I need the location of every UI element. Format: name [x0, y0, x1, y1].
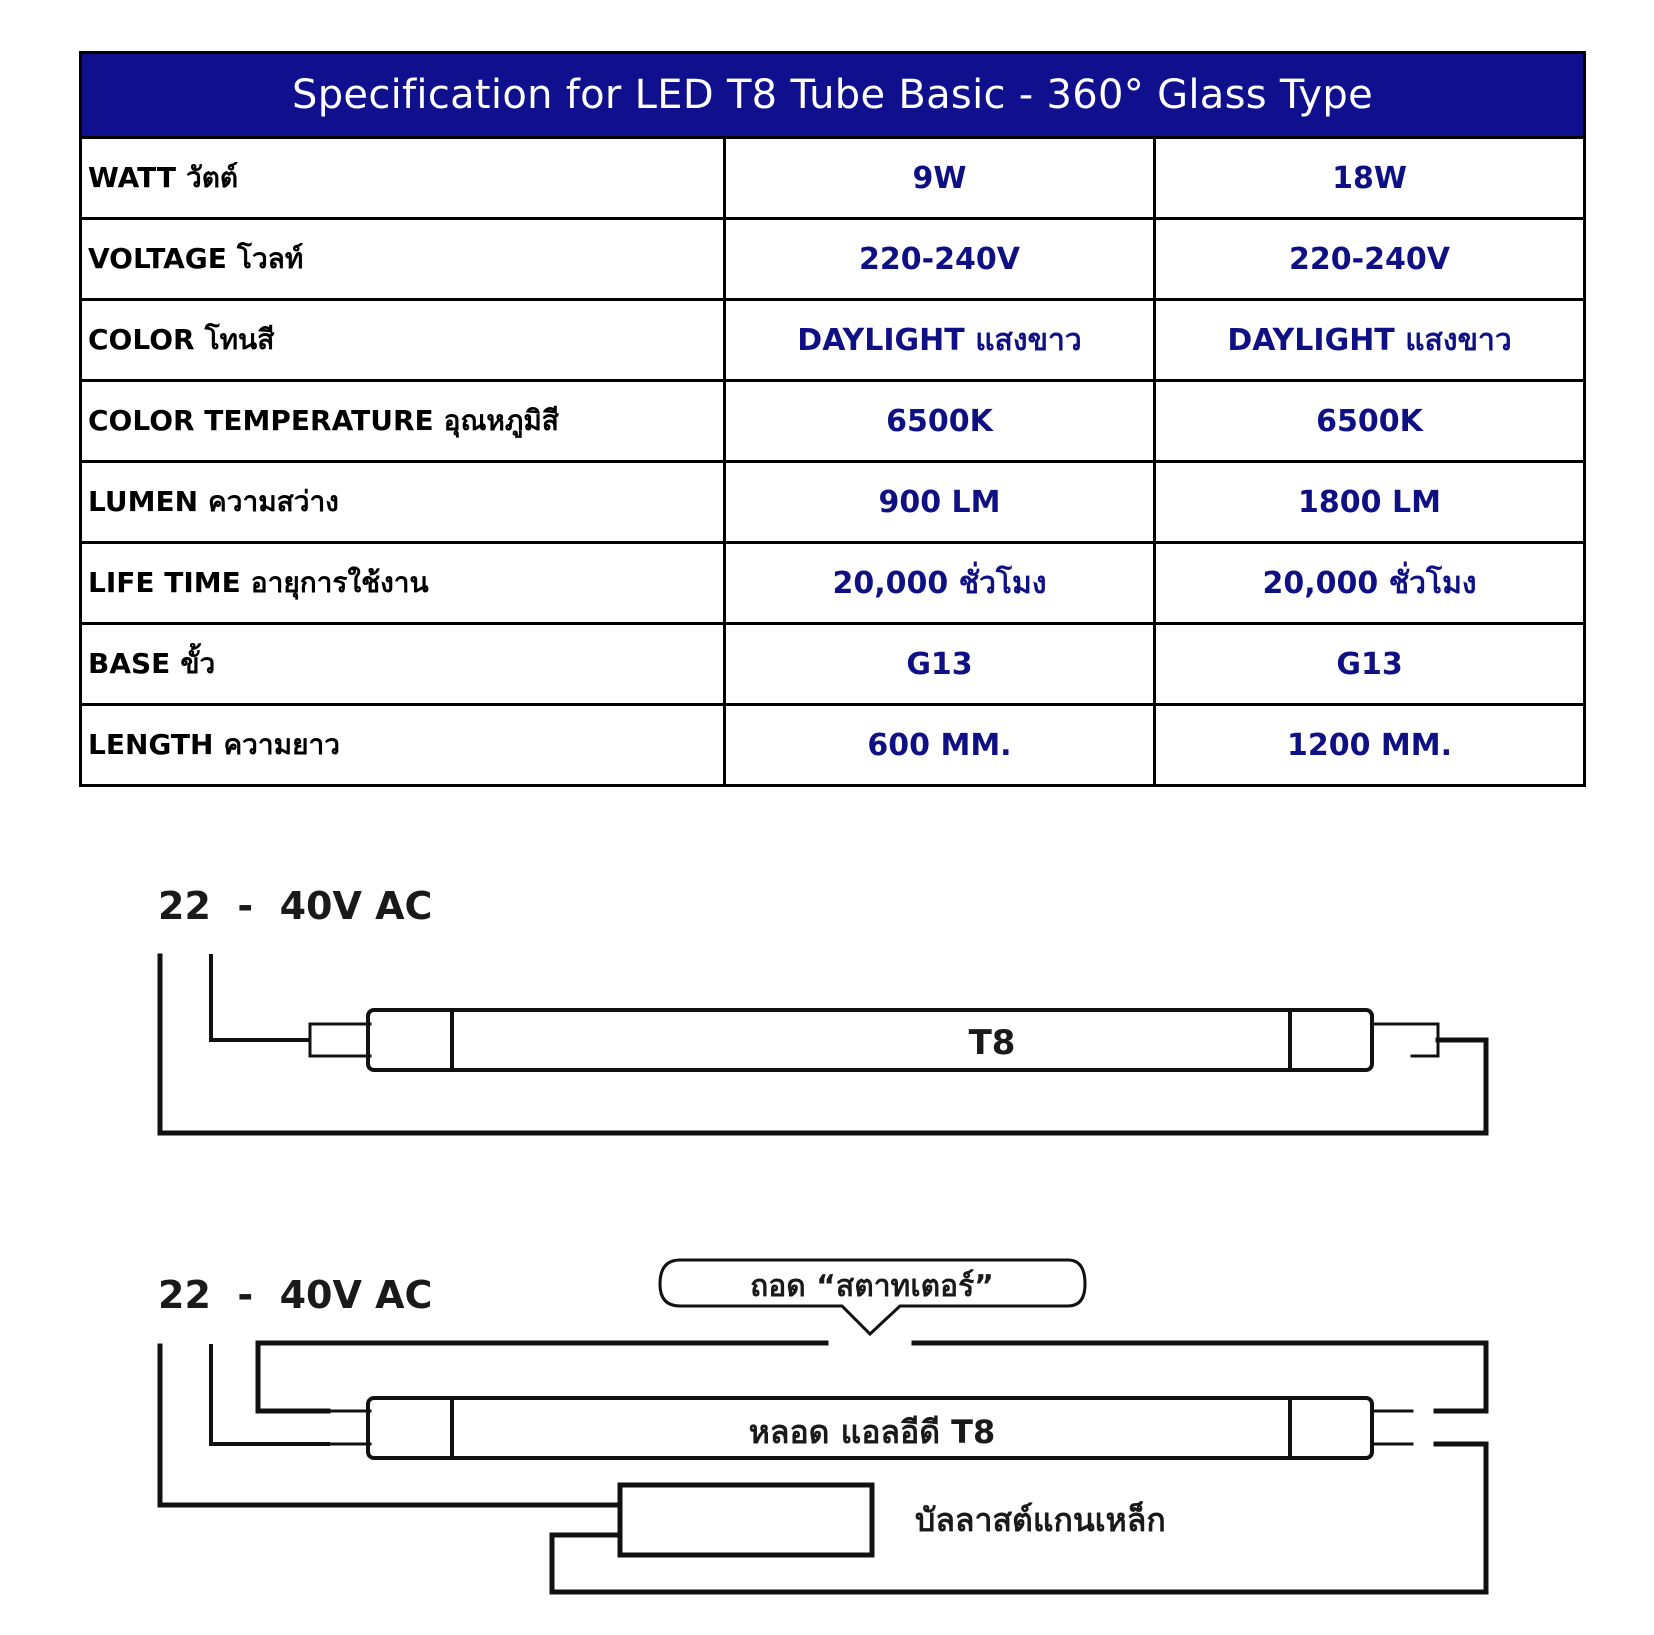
supply-wire-inner	[211, 956, 308, 1040]
value-9w: 600 MM.	[725, 705, 1155, 786]
tube-label-1: T8	[968, 1023, 1016, 1063]
label-en: LUMEN	[88, 485, 199, 518]
top-wire-span-right	[914, 1343, 1486, 1411]
left-pins	[310, 1024, 370, 1056]
ballast	[620, 1485, 872, 1555]
label-en: COLOR	[88, 323, 195, 356]
voltage-label-2: 22 - 40V AC	[158, 1273, 433, 1317]
value-18w: 6500K	[1155, 381, 1585, 462]
value-9w: 20,000 ชั่วโมง	[725, 543, 1155, 624]
wiring-diagram-1	[158, 884, 1486, 1133]
value-9w: 900 LM	[725, 462, 1155, 543]
value-9w: G13	[725, 624, 1155, 705]
label-th: โทนสี	[204, 323, 275, 356]
left-pins-2	[328, 1411, 370, 1444]
value-9w: 220-240V	[725, 219, 1155, 300]
voltage-label-1: 22 - 40V AC	[158, 884, 433, 928]
label-th: อุณหภูมิสี	[443, 404, 559, 437]
supply-wire-outer	[160, 956, 1486, 1133]
value-18w: 1200 MM.	[1155, 705, 1585, 786]
right-pins	[1372, 1024, 1438, 1056]
top-wire	[258, 1343, 328, 1411]
value-9w: 9W	[725, 138, 1155, 219]
label-th: ความสว่าง	[208, 485, 339, 518]
value-18w: 1800 LM	[1155, 462, 1585, 543]
label-th: วัตต์	[185, 161, 239, 194]
value-18w: 20,000 ชั่วโมง	[1155, 543, 1585, 624]
label-th: ขั้ว	[180, 647, 216, 680]
label-en: BASE	[88, 647, 171, 680]
callout-text: ถอด “สตาทเตอร์”	[750, 1269, 994, 1304]
label-en: VOLTAGE	[88, 242, 227, 275]
value-18w: G13	[1155, 624, 1585, 705]
value-9w: DAYLIGHT แสงขาว	[725, 300, 1155, 381]
table-title: Specification for LED T8 Tube Basic - 360° Glass Type	[81, 53, 1585, 138]
tube-end-caps	[452, 1010, 1290, 1070]
label-en: LIFE TIME	[88, 566, 241, 599]
outer-wire	[160, 1346, 620, 1505]
value-18w: DAYLIGHT แสงขาว	[1155, 300, 1585, 381]
label-th: โวลท์	[236, 242, 304, 275]
label-en: WATT	[88, 161, 176, 194]
tube-label-2: หลอด แอลอีดี T8	[748, 1413, 996, 1451]
value-18w: 18W	[1155, 138, 1585, 219]
right-pins-2	[1372, 1411, 1412, 1444]
label-th: ความยาว	[223, 728, 340, 761]
value-9w: 6500K	[725, 381, 1155, 462]
t8-tube	[368, 1010, 1372, 1070]
wiring-diagram-2	[158, 1260, 1486, 1592]
value-18w: 220-240V	[1155, 219, 1585, 300]
label-th: อายุการใช้งาน	[250, 566, 429, 599]
ballast-label: บัลลาสต์แกนเหล็ก	[915, 1501, 1166, 1539]
middle-wire	[211, 1346, 328, 1444]
label-en: LENGTH	[88, 728, 214, 761]
label-en: COLOR TEMPERATURE	[88, 404, 434, 437]
